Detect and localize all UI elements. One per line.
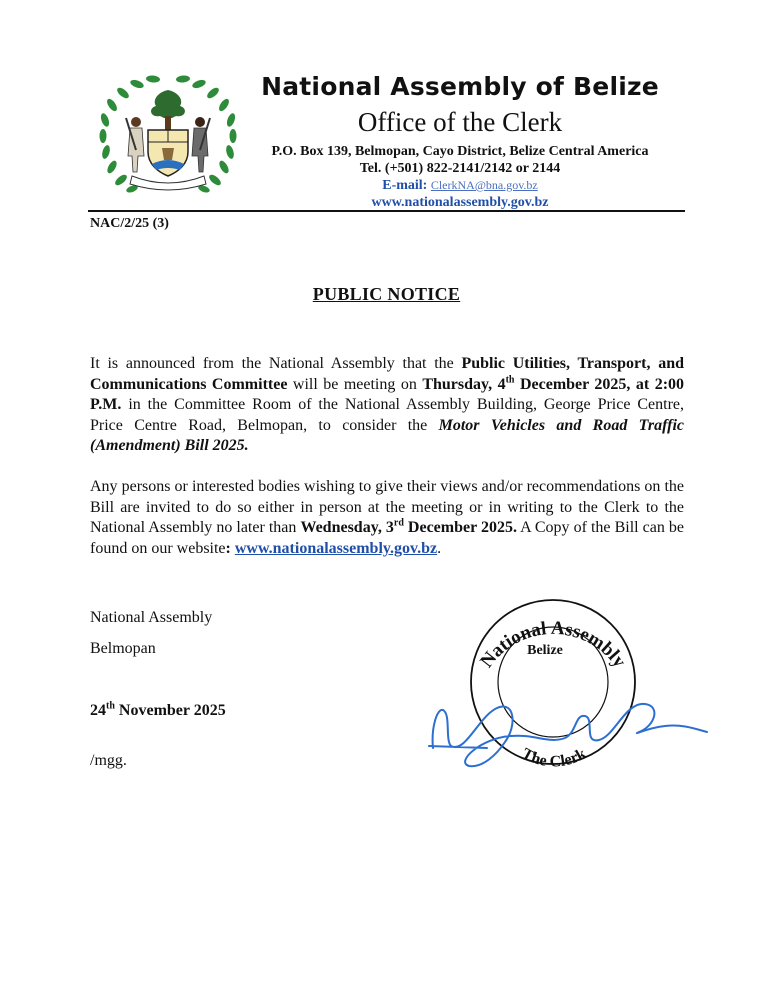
bill-website-link[interactable]: www.nationalassembly.gov.bz	[234, 539, 438, 557]
org-name: National Assembly of Belize	[261, 72, 659, 101]
seal-bottom-text: The Clerk	[518, 745, 590, 771]
footer-line-1: National Assembly	[90, 609, 213, 626]
meeting-date-day: Thursday, 4	[422, 375, 506, 393]
notice-date-suffix: th	[106, 700, 115, 712]
notice-date-day: 24	[90, 702, 106, 719]
bill-name: Motor Vehicles and Road Traffic (Amendment) Bill 2025.	[90, 416, 684, 454]
notice-title: PUBLIC NOTICE	[312, 284, 461, 304]
meeting-date-rest: December 2025, at 2:00 P.M.	[90, 375, 685, 413]
official-seal-and-signature	[425, 598, 715, 778]
p2-colon: :	[225, 539, 231, 557]
initials: /mgg.	[90, 752, 127, 769]
seal-center-text: Belize	[527, 643, 563, 658]
deadline-day: Wednesday, 3	[300, 519, 394, 536]
committee-name: Public Utilities, Transport, and Communications Committee	[90, 355, 684, 393]
postal-address: P.O. Box 139, Belmopan, Cayo District, Belize Central America	[271, 144, 649, 159]
notice-date	[90, 702, 226, 720]
footer-line-2: Belmopan	[90, 640, 156, 657]
email-line	[250, 177, 670, 194]
reference-number: NAC/2/25 (3)	[90, 216, 169, 231]
p2-text-1: Any persons or interested bodies wishing to give their views and/or recommendations on the Bill are invited to do so either in person at the meeting or in writing to the Clerk to the National Assembly no later than	[90, 478, 684, 536]
seal-top-text: National Assembly	[476, 617, 630, 672]
letterhead	[250, 70, 670, 211]
office-name: Office of the Clerk	[357, 107, 563, 137]
header-divider	[88, 210, 685, 212]
telephone: Tel. (+501) 822-2141/2142 or 2144	[359, 161, 561, 176]
p2-text-2: A Copy of the Bill can be found on our website	[90, 519, 685, 557]
p1-text-2: will be meeting on	[287, 375, 423, 393]
deadline-suffix: rd	[393, 517, 404, 529]
website-link[interactable]: www.nationalassembly.gov.bz	[371, 195, 549, 210]
email-label: E-mail:	[382, 178, 428, 193]
paragraph-meeting	[90, 354, 684, 457]
p2-text-3: .	[437, 539, 442, 557]
p1-text-3: in the Committee Room of the National Assembly Building, George Price Centre, Price Centre Road, Belmopan, to consider the	[90, 396, 684, 434]
meeting-date-suffix: th	[505, 374, 515, 386]
belize-coat-of-arms-icon	[92, 72, 244, 202]
paragraph-submissions	[90, 477, 684, 559]
deadline-date	[300, 519, 517, 536]
email-link[interactable]: ClerkNA@bna.gov.bz	[430, 178, 538, 192]
deadline-rest: December 2025.	[403, 519, 517, 536]
p1-text-1: It is announced from the National Assembly that the	[90, 355, 462, 372]
notice-date-rest: November 2025	[114, 702, 226, 719]
